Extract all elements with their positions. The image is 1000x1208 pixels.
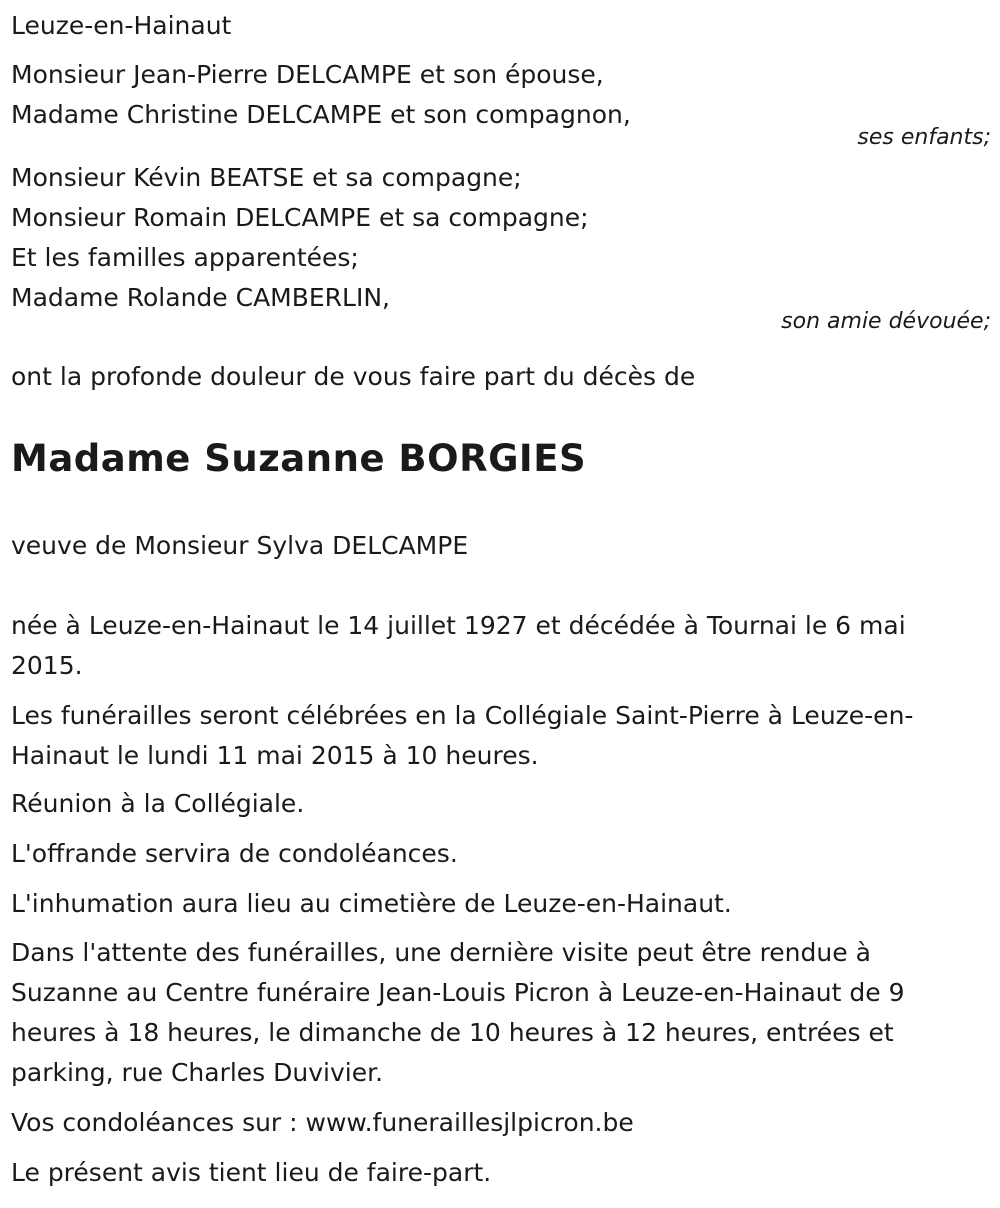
- birth-death-paragraph: née à Leuze-en-Hainaut le 14 juillet 1927 et décédée à Tournai le 6 mai 2015.: [11, 611, 906, 680]
- family-line: Monsieur Jean-Pierre DELCAMPE et son épouse,: [11, 60, 604, 89]
- family-line: Monsieur Romain DELCAMPE et sa compagne;: [11, 203, 589, 232]
- meeting-paragraph: Réunion à la Collégiale.: [11, 789, 305, 818]
- announcement-text: ont la profonde douleur de vous faire part du décès de: [11, 362, 696, 391]
- condolences-paragraph: Vos condoléances sur : www.funeraillesjlpicron.be: [11, 1108, 634, 1137]
- widow-of-text: veuve de Monsieur Sylva DELCAMPE: [11, 531, 469, 560]
- deceased-name: Madame Suzanne BORGIES: [11, 437, 587, 480]
- closing-paragraph: Le présent avis tient lieu de faire-part.: [11, 1158, 492, 1187]
- family-line: Madame Christine DELCAMPE et son compagnon,: [11, 100, 631, 129]
- visit-paragraph: Dans l'attente des funérailles, une dernière visite peut être rendue à Suzanne au Centre funéraire Jean-Louis Picron à Leuze-en-Hainaut de 9 heures à 18 heures, le dimanche de 10 heures à 12 heures, entrées et parking, rue Charles Duvivier.: [11, 938, 905, 1087]
- offering-paragraph: L'offrande servira de condoléances.: [11, 839, 458, 868]
- funeral-paragraph: Les funérailles seront célébrées en la Collégiale Saint-Pierre à Leuze-en-Hainaut le lundi 11 mai 2015 à 10 heures.: [11, 701, 914, 770]
- burial-paragraph: L'inhumation aura lieu au cimetière de Leuze-en-Hainaut.: [11, 889, 732, 918]
- family-line: Madame Rolande CAMBERLIN,: [11, 283, 391, 312]
- city-heading: Leuze-en-Hainaut: [11, 11, 232, 40]
- family-role-children: ses enfants;: [857, 125, 991, 150]
- family-line: Monsieur Kévin BEATSE et sa compagne;: [11, 163, 522, 192]
- family-line: Et les familles apparentées;: [11, 243, 359, 272]
- family-role-friend: son amie dévouée;: [781, 309, 991, 334]
